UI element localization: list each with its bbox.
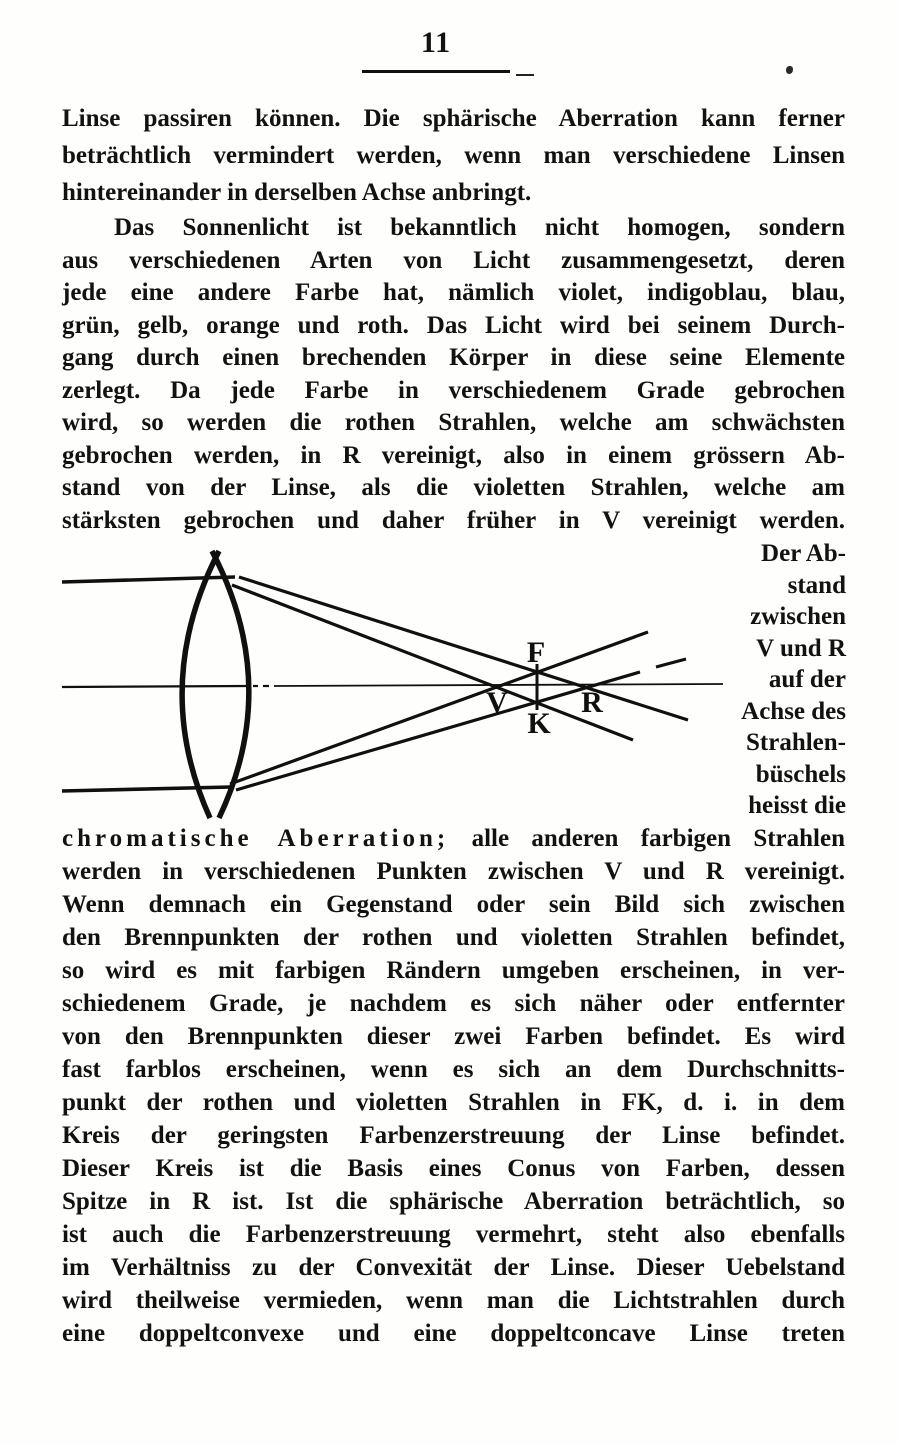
- side-line: heisst die: [748, 792, 846, 819]
- text-line: Kreis der geringsten Farbenzerstreuung der Linse befindet.: [62, 1122, 845, 1149]
- text-line: jede eine andere Farbe hat, nämlich violet, indigoblau, blau,: [62, 279, 845, 306]
- text-line: hintereinander in derselben Achse anbringt.: [62, 179, 532, 206]
- violet-ray-from-top: [232, 585, 633, 740]
- text-line: gang durch einen brechenden Körper in diese seine Elemente: [62, 344, 845, 371]
- lens-left-arc: [182, 551, 219, 818]
- text-line: zerlegt. Da jede Farbe in verschiedenem Grade gebrochen: [62, 376, 845, 404]
- text-line: beträchtlich vermindert werden, wenn man verschiedene Linsen: [62, 142, 845, 169]
- text-line: ist auch die Farbenzerstreuung vermehrt, steht also ebenfalls: [62, 1221, 845, 1248]
- text-line: Das Sonnenlicht ist bekanntlich nicht homogen, sondern: [114, 214, 845, 241]
- page-number: 11: [420, 26, 452, 59]
- text-line: grün, gelb, orange und roth. Das Licht wird bei seinem Durch-: [62, 311, 845, 339]
- text-line: wird, so werden die rothen Strahlen, welche am schwächsten: [62, 409, 845, 436]
- label-k: K: [527, 707, 551, 740]
- side-column: [700, 538, 846, 822]
- side-line: Achse des: [741, 697, 846, 725]
- text-line: werden in verschiedenen Punkten zwischen V und R vereinigt.: [62, 858, 845, 885]
- side-line: Strahlen-: [746, 729, 846, 756]
- paragraph-3: [62, 822, 845, 1350]
- optical-axis-left: [62, 686, 247, 687]
- side-line: stand: [787, 571, 846, 599]
- figure-chromatic-aberration: [50, 535, 740, 830]
- incoming-ray-bottom: [62, 787, 231, 791]
- text-line: Spitze in R ist. Ist die sphärische Aberration beträchtlich, so: [62, 1188, 845, 1215]
- side-line: auf der: [768, 666, 846, 693]
- text-line: gebrochen werden, in R vereinigt, also in einem grössern Ab-: [62, 441, 845, 469]
- text-line: wird theilweise vermieden, wenn man die Lichtstrahlen durch: [62, 1287, 845, 1314]
- incoming-ray-top: [62, 577, 235, 582]
- emphasized-term: chromatische Aberration;: [62, 825, 450, 852]
- red-ray-from-bottom: [236, 672, 640, 790]
- red-ray-dash-extension: [656, 659, 686, 667]
- side-line: Der Ab-: [761, 540, 846, 567]
- text-line: fast farblos erscheinen, wenn es sich an dem Durchschnitts-: [62, 1056, 845, 1083]
- text-line: Linse passiren können. Die sphärische Aberration kann ferner: [62, 105, 845, 132]
- text-line: im Verhältniss zu der Convexität der Linse. Dieser Uebelstand: [62, 1254, 845, 1281]
- text-line: stärksten gebrochen und daher früher in V vereinigt werden.: [62, 506, 845, 534]
- ink-speck: [786, 66, 793, 74]
- paragraph-1: [62, 100, 845, 211]
- text-line: den Brennpunkten der rothen und violetten Strahlen befindet,: [62, 924, 845, 951]
- header-rule: [362, 70, 510, 73]
- text-line: so wird es mit farbigen Rändern umgeben erscheinen, in ver-: [62, 957, 845, 984]
- label-f: F: [526, 636, 546, 669]
- text-line: Dieser Kreis ist die Basis eines Conus von Farben, dessen: [62, 1155, 845, 1182]
- text-line: [62, 822, 845, 855]
- label-r: R: [581, 686, 603, 719]
- side-line: zwischen: [750, 603, 846, 630]
- text-line: stand von der Linse, als die violetten Strahlen, welche am: [62, 474, 845, 501]
- text-line: punkt der rothen und violetten Strahlen in FK, d. i. in dem: [62, 1089, 845, 1116]
- text-line: schiedenem Grade, je nachdem es sich näher oder entfernter: [62, 990, 845, 1017]
- label-v: V: [486, 686, 508, 719]
- text-line: aus verschiedenen Arten von Licht zusammengesetzt, deren: [62, 246, 845, 274]
- text-line: Wenn demnach ein Gegenstand oder sein Bild sich zwischen: [62, 891, 845, 918]
- paragraph-2: [62, 212, 845, 537]
- text-line-rest: alle anderen farbigen Strahlen: [471, 825, 846, 852]
- text-line: eine doppeltconvexe und eine doppeltconcave Linse treten: [62, 1320, 845, 1347]
- side-line: V und R: [756, 634, 846, 662]
- side-line: büschels: [755, 760, 846, 788]
- header-rule-dash: [516, 74, 534, 76]
- text-line: von den Brennpunkten dieser zwei Farben befindet. Es wird: [62, 1023, 845, 1050]
